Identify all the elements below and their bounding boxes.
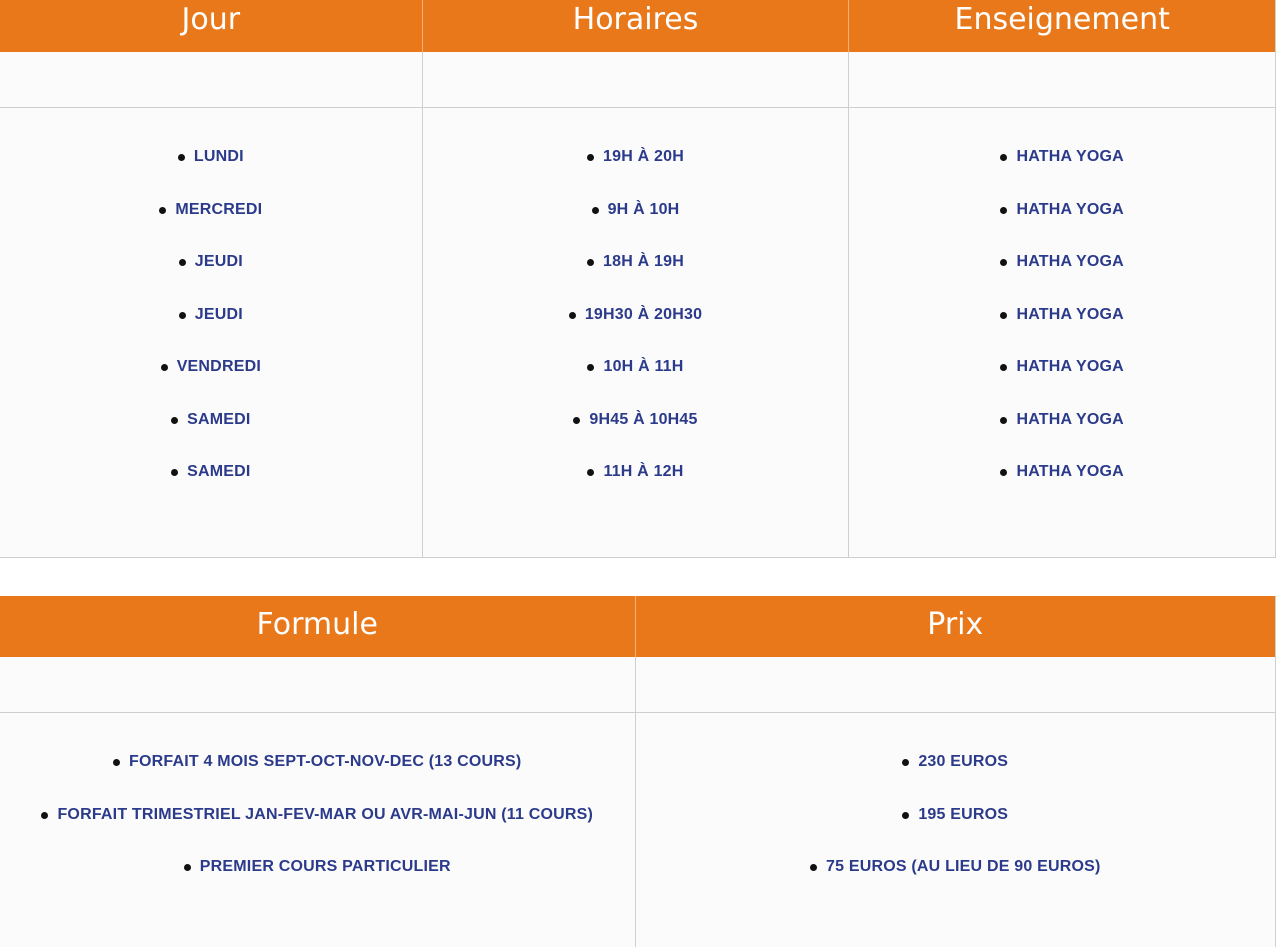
schedule-body-row (0, 108, 1275, 557)
header-horaires: Horaires (422, 0, 849, 52)
list-item: JEUDI (0, 304, 422, 357)
list-item: PREMIER COURS PARTICULIER (0, 856, 635, 909)
days-cell (0, 108, 422, 557)
bullet-icon (902, 812, 909, 819)
bullet-icon (159, 207, 166, 214)
bullet-icon (179, 259, 186, 266)
list-item: 75 EUROS (AU LIEU DE 90 EUROS) (636, 856, 1276, 909)
bullet-icon (171, 469, 178, 476)
list-item: HATHA YOGA (849, 356, 1275, 409)
header-jour: Jour (181, 2, 241, 37)
bullet-icon (161, 364, 168, 371)
list-item: SAMEDI (0, 409, 422, 462)
bullet-icon (592, 207, 599, 214)
bullet-icon (569, 312, 576, 319)
list-item: FORFAIT TRIMESTRIEL JAN-FEV-MAR OU AVR-MAI-JUN (11 COURS) (0, 804, 635, 857)
times-list (423, 108, 849, 514)
bullet-icon (902, 759, 909, 766)
bullet-icon (810, 864, 817, 871)
list-item: FORFAIT 4 MOIS SEPT-OCT-NOV-DEC (13 COURS) (0, 751, 635, 804)
schedule-empty-row (0, 52, 1275, 108)
bullet-icon (1000, 259, 1007, 266)
list-item: HATHA YOGA (849, 199, 1275, 252)
list-item: 19H30 À 20H30 (423, 304, 849, 357)
list-item: HATHA YOGA (849, 461, 1275, 514)
empty-cell (0, 657, 635, 712)
bullet-icon (587, 259, 594, 266)
list-item: HATHA YOGA (849, 251, 1275, 304)
schedule-header-row (0, 0, 1275, 52)
list-item: LUNDI (0, 146, 422, 199)
bullet-icon (573, 417, 580, 424)
prices-cell (635, 713, 1276, 947)
header-enseignement: Enseignement (848, 0, 1275, 52)
classes-cell (848, 108, 1275, 557)
list-item: 9H À 10H (423, 199, 849, 252)
pricing-header-row (0, 596, 1275, 657)
bullet-icon (1000, 154, 1007, 161)
list-item: 9H45 À 10H45 (423, 409, 849, 462)
bullet-icon (184, 864, 191, 871)
list-item: 19H À 20H (423, 146, 849, 199)
empty-cell (422, 52, 849, 107)
bullet-icon (179, 312, 186, 319)
days-list (0, 108, 422, 514)
bullet-icon (1000, 207, 1007, 214)
empty-cell (0, 52, 422, 107)
bullet-icon (113, 759, 120, 766)
bullet-icon (41, 812, 48, 819)
bullet-icon (178, 154, 185, 161)
list-item: VENDREDI (0, 356, 422, 409)
bullet-icon (171, 417, 178, 424)
bullet-icon (1000, 312, 1007, 319)
bullet-icon (1000, 364, 1007, 371)
list-item: 10H À 11H (423, 356, 849, 409)
bullet-icon (1000, 417, 1007, 424)
prices-list (636, 713, 1276, 909)
list-item: 195 EUROS (636, 804, 1276, 857)
list-item: 11H À 12H (423, 461, 849, 514)
pricing-empty-row (0, 657, 1275, 713)
times-cell (422, 108, 849, 557)
list-item: HATHA YOGA (849, 146, 1275, 199)
list-item: 230 EUROS (636, 751, 1276, 804)
bullet-icon (587, 154, 594, 161)
empty-cell (635, 657, 1276, 712)
list-item: HATHA YOGA (849, 409, 1275, 462)
empty-cell (848, 52, 1275, 107)
header-formule: Formule (256, 607, 378, 642)
classes-list (849, 108, 1275, 514)
pricing-body-row (0, 713, 1275, 947)
list-item: 18H À 19H (423, 251, 849, 304)
formulas-list (0, 713, 635, 909)
header-prix: Prix (635, 596, 1276, 657)
pricing-table (0, 596, 1276, 947)
list-item: JEUDI (0, 251, 422, 304)
formulas-cell (0, 713, 635, 947)
bullet-icon (1000, 469, 1007, 476)
bullet-icon (587, 364, 594, 371)
list-item: HATHA YOGA (849, 304, 1275, 357)
list-item: SAMEDI (0, 461, 422, 514)
list-item: MERCREDI (0, 199, 422, 252)
bullet-icon (587, 469, 594, 476)
